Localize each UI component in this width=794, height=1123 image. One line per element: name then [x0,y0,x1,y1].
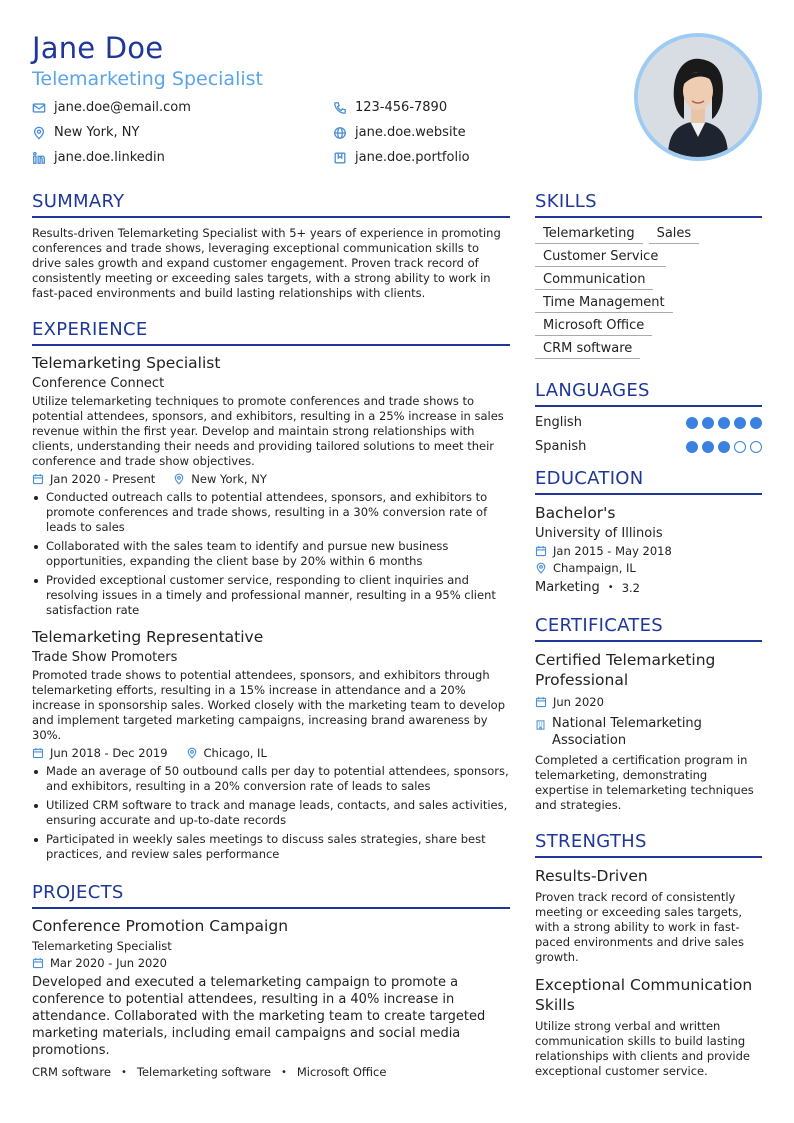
portrait-illustration [638,37,758,157]
contact-website[interactable] [333,125,466,140]
candidate-name: Jane Doe [32,31,164,65]
phone-text: 123-456-7890 [355,100,448,115]
skill-tag: Communication [535,272,653,290]
job-location [173,472,267,486]
level-dot-filled [750,417,762,429]
skill-tag: CRM software [535,341,640,359]
job-entry [32,628,510,862]
summary-text: Results-driven Telemarketing Specialist with 5+ years of experience in promoting conferences and trade shows, leveraging exceptional communication skills to drive sales growth and expand customer engagement. Proven track record of consistently meeting or exceeding sales targets, with a strong ability to work in fast-paced environments and build lasting relationships with clients. [32,226,501,300]
contact-location [32,125,139,140]
project-dates [32,956,167,970]
contact-email[interactable] [32,100,191,115]
job-title: Telemarketing Specialist [32,354,221,372]
level-dot-filled [686,417,698,429]
level-dot-filled [702,441,714,453]
skills-heading: SKILLS [535,191,762,218]
education-degree: Bachelor's [535,504,616,522]
calendar-icon [535,545,547,557]
certificate-issuer-text: National Telemarketing Association [552,716,702,748]
education-dates-text: Jan 2015 - May 2018 [553,544,672,558]
education-field-row [535,580,762,595]
job-bullets [32,490,510,618]
email-text: jane.doe@email.com [54,100,191,115]
skill-tag: Sales [649,226,700,244]
level-dot-filled [734,417,746,429]
job-location-text: New York, NY [191,472,267,486]
contact-portfolio[interactable] [333,150,470,165]
language-row [535,415,762,430]
language-level [682,441,762,453]
skill-tag: Time Management [535,295,673,313]
job-bullet: Made an average of 50 outbound calls per day to potential attendees, sponsors, and exhibitors, resulting in a 20% conversion rate of leads to sales [32,764,510,794]
level-dot-filled [718,441,730,453]
summary-section [32,191,510,301]
skills-section [535,191,762,364]
languages-section [535,380,762,454]
education-school: University of Illinois [535,526,663,541]
skill-tag: Telemarketing [535,226,643,244]
job-location-text: Chicago, IL [203,746,267,760]
projects-heading: PROJECTS [32,882,510,909]
building-icon [535,718,546,732]
job-dates [32,746,168,760]
languages-heading: LANGUAGES [535,380,762,407]
education-dates [535,544,762,558]
location-pin-icon [173,473,185,485]
globe-icon [333,126,347,140]
job-company: Trade Show Promoters [32,650,178,665]
education-location [535,561,762,575]
certificate-title: Certified Telemarketing Professional [535,651,716,689]
certificate-description: Completed a certification program in telemarketing, demonstrating expertise in telemarketing techniques and strategies. [535,753,754,812]
project-tool: Microsoft Office [296,1065,387,1079]
education-gpa: 3.2 [621,580,640,595]
project-title: Conference Promotion Campaign [32,917,289,935]
calendar-icon [32,473,44,485]
job-bullet: Conducted outreach calls to potential attendees, sponsors, and exhibitors to promote conferences and trade shows, resulting in a 30% conversion rate of leads to sales [32,490,510,535]
job-entry [32,354,510,618]
language-level [682,417,762,429]
calendar-icon [32,747,44,759]
job-meta [32,746,510,760]
experience-heading: EXPERIENCE [32,319,510,346]
skill-tag: Microsoft Office [535,318,652,336]
job-bullets [32,764,510,862]
education-section [535,468,762,595]
certificates-section [535,615,762,813]
job-bullet: Collaborated with the sales team to identify and pursue new business opportunities, expanding the client base by 20% within 6 months [32,539,510,569]
strength-text: Utilize strong verbal and written communication skills to build lasting relationships with clients and provide exceptional customer service. [535,1019,751,1078]
projects-section [32,882,510,1079]
level-dot-filled [702,417,714,429]
job-dates [32,472,155,486]
envelope-icon [32,101,46,115]
profile-photo [634,33,762,161]
skills-list [535,226,762,364]
project-role: Telemarketing Specialist [32,939,172,953]
left-column [32,191,510,1079]
language-row [535,439,762,454]
project-tool: CRM software [32,1065,111,1079]
certificate-date [535,695,762,709]
bullet-separator: • [120,1066,127,1078]
job-bullet: Provided exceptional customer service, responding to client inquiries and resolving issues in a timely and professional manner, resulting in a 95% client satisfaction rate [32,573,510,618]
level-dot-empty [734,441,746,453]
portfolio-icon [333,151,347,165]
location-pin-icon [186,747,198,759]
project-tool: Telemarketing software [136,1065,271,1079]
project-tools [32,1065,510,1079]
job-bullet: Utilized CRM software to track and manage leads, contacts, and sales activities, ensuring accurate and up-to-date records [32,798,510,828]
level-dot-filled [686,441,698,453]
website-text: jane.doe.website [355,125,466,140]
education-field: Marketing [535,580,600,595]
contact-linkedin[interactable] [32,150,165,165]
candidate-title: Telemarketing Specialist [32,68,263,90]
job-description: Promoted trade shows to potential attendees, sponsors, and exhibitors through telemarketing efforts, resulting in a 15% increase in attendance and a 20% increase in sponsorship sales. Worked closely with the marketing team to develop and implement targeted marketing campaigns, increasing brand awareness by 30%. [32,668,506,742]
portfolio-text: jane.doe.portfolio [355,150,470,165]
strengths-section [535,831,762,1079]
job-meta [32,472,510,486]
contact-phone[interactable] [333,100,447,115]
right-column [535,191,762,1079]
job-dates-text: Jun 2018 - Dec 2019 [50,746,168,760]
strength-title: Results-Driven [535,867,648,885]
project-dates-text: Mar 2020 - Jun 2020 [50,956,167,970]
calendar-icon [32,957,44,969]
experience-section [32,319,510,862]
location-pin-icon [535,562,547,574]
education-location-text: Champaign, IL [553,561,636,575]
job-bullet: Participated in weekly sales meetings to discuss sales strategies, share best practices, and review sales performance [32,832,510,862]
job-title: Telemarketing Representative [32,628,264,646]
bullet-separator: • [280,1066,287,1078]
phone-icon [333,101,347,115]
linkedin-text: jane.doe.linkedin [54,150,165,165]
calendar-icon [535,696,547,708]
linkedin-icon [32,151,46,165]
job-description: Utilize telemarketing techniques to promote conferences and trade shows to potential attendees, sponsors, and exhibitors, resulting in a 25% increase in sales revenue within the first year. Develop and maintain strong relationships with clients, understanding their needs and providing tailored solutions to meet their conference and trade show objectives. [32,394,504,468]
education-heading: EDUCATION [535,468,762,495]
language-name: English [535,415,582,430]
project-meta [32,956,510,970]
location-pin-icon [32,126,46,140]
job-company: Conference Connect [32,376,165,391]
strength-title: Exceptional Communication Skills [535,976,753,1014]
bullet-separator: • [607,582,614,593]
strengths-heading: STRENGTHS [535,831,762,858]
job-dates-text: Jan 2020 - Present [50,472,156,486]
certificate-date-text: Jun 2020 [553,695,604,709]
job-location [186,746,267,760]
certificates-heading: CERTIFICATES [535,615,762,642]
skill-tag: Customer Service [535,249,666,267]
summary-heading: SUMMARY [32,191,510,218]
level-dot-empty [750,441,762,453]
level-dot-filled [718,417,730,429]
strength-text: Proven track record of consistently meeting or exceeding sales targets, with a strong ability to work in fast-paced environments and drive sales growth. [535,890,744,964]
location-text: New York, NY [54,125,140,140]
project-description: Developed and executed a telemarketing campaign to promote a conference to potential attendees, resulting in a 40% increase in attendance. Collaborated with the marketing team to create targeted marketing materials, including email campaigns and social media promotions. [32,975,486,1058]
language-name: Spanish [535,439,587,454]
certificate-issuer [535,715,762,749]
